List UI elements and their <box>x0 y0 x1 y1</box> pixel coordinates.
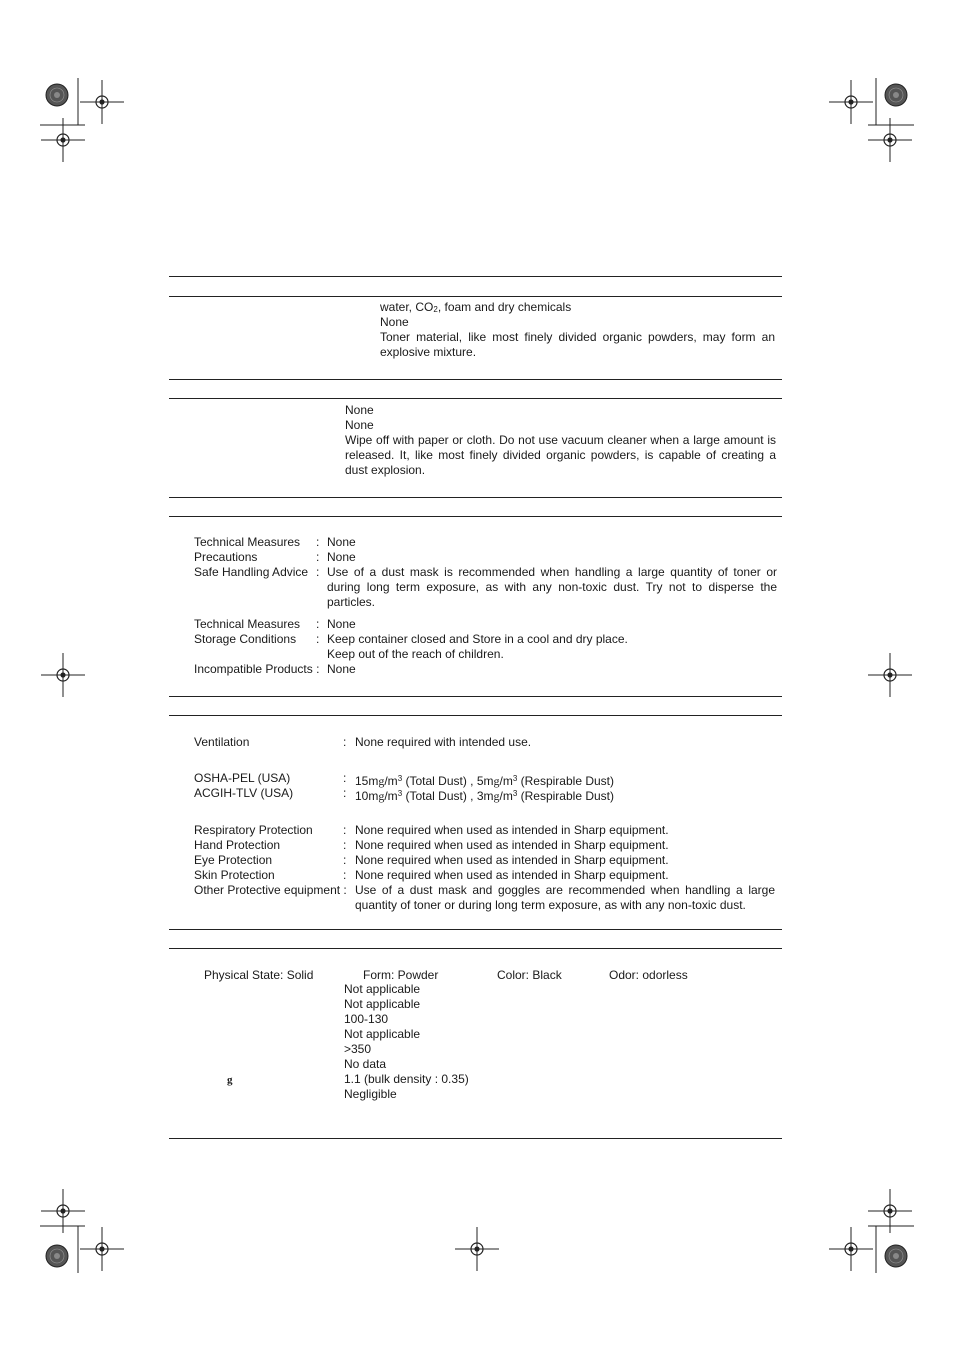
section-rule <box>169 497 782 498</box>
physical-color: Color: Black <box>497 968 562 982</box>
osha-label: OSHA-PEL (USA) <box>194 771 291 785</box>
safe-handling-value: Use of a dust mask is recommended when handling a large quantity of toner or during long term exposure, as with any non-toxic dust. Try not to disperse the particles. <box>327 565 777 609</box>
storage-tech-label: Technical Measures <box>194 617 301 631</box>
storage-conditions-label: Storage Conditions <box>194 632 297 646</box>
other-protective-label: Other Protective equipment : <box>194 883 347 897</box>
handling-tech-value: None <box>327 535 356 549</box>
precautions-colon: : <box>316 550 320 564</box>
unusual-hazards-value: Toner material, like most finely divided organic powders, may form an explosive mixture. <box>380 330 775 359</box>
storage-conditions-value-2: Keep out of the reach of children. <box>327 647 504 661</box>
storage-tech-colon: : <box>316 617 320 631</box>
physical-value: Not applicable <box>344 1027 421 1041</box>
physical-value: >350 <box>344 1042 372 1056</box>
acgih-label: ACGIH-TLV (USA) <box>194 786 294 800</box>
storage-conditions-value: Keep container closed and Store in a cool and dry place. <box>327 632 628 646</box>
handling-tech-label: Technical Measures <box>194 535 301 549</box>
physical-odor: Odor: odorless <box>609 968 688 982</box>
respiratory-value: None required when used as intended in Sharp equipment. <box>355 823 669 837</box>
skin-label: Skin Protection <box>194 868 275 882</box>
section-rule <box>169 1138 782 1139</box>
skin-colon: : <box>343 868 347 882</box>
osha-colon: : <box>343 771 347 785</box>
special-procedures-value: None <box>380 315 409 329</box>
incompatible-value: None <box>327 662 356 676</box>
eye-value: None required when used as intended in Sharp equipment. <box>355 853 669 867</box>
ventilation-colon: : <box>343 735 347 749</box>
section-rule <box>169 696 782 697</box>
section-rule <box>169 398 782 399</box>
environmental-precautions-value: None <box>345 418 374 432</box>
extinguishing-media-value: water, $CO_2$, foam and dry chemicals <box>380 300 572 314</box>
hand-value: None required when used as intended in Sharp equipment. <box>355 838 669 852</box>
physical-value: Not applicable <box>344 982 421 996</box>
eye-label: Eye Protection <box>194 853 273 867</box>
section-rule <box>169 516 782 517</box>
respiratory-colon: : <box>343 823 347 837</box>
physical-value: Negligible <box>344 1087 397 1101</box>
physical-state: Physical State: Solid <box>204 968 314 982</box>
hand-colon: : <box>343 838 347 852</box>
cleanup-methods-value: Wipe off with paper or cloth. Do not use vacuum cleaner when a large amount is released. It, like most finely divided organic powders, is capable of creating a dust explosion. <box>345 433 776 477</box>
section-rule <box>169 296 782 297</box>
handling-tech-colon: : <box>316 535 320 549</box>
physical-form: Form: Powder <box>363 968 439 982</box>
section-rule <box>169 948 782 949</box>
ventilation-value: None required with intended use. <box>355 735 532 749</box>
eye-colon: : <box>343 853 347 867</box>
physical-value: Not applicable <box>344 997 421 1011</box>
hand-label: Hand Protection <box>194 838 281 852</box>
skin-value: None required when used as intended in Sharp equipment. <box>355 868 669 882</box>
section-rule <box>169 379 782 380</box>
ventilation-label: Ventilation <box>194 735 250 749</box>
safe-handling-label: Safe Handling Advice <box>194 565 309 579</box>
acgih-colon: : <box>343 786 347 800</box>
acgih-value: $10mg/m^3$ (Total Dust) , $3mg/m^3$ (Respirable Dust) <box>355 789 614 803</box>
physical-value: 1.1 (bulk density : 0.35) <box>344 1072 469 1086</box>
section-rule <box>169 276 782 277</box>
other-protective-value: Use of a dust mask and goggles are recommended when handling a large quantity of toner or during long term exposure, as with any non-toxic dust. <box>355 883 775 912</box>
precautions-value: None <box>327 550 356 564</box>
precautions-label: Precautions <box>194 550 258 564</box>
storage-conditions-colon: : <box>316 632 320 646</box>
section-rule <box>169 715 782 716</box>
storage-tech-value: None <box>327 617 356 631</box>
physical-value: 100-130 <box>344 1012 389 1026</box>
osha-value: $15mg/m^3$ (Total Dust) , $5mg/m^3$ (Respirable Dust) <box>355 774 614 788</box>
safe-handling-colon: : <box>316 565 320 579</box>
section-rule <box>169 929 782 930</box>
respiratory-label: Respiratory Protection <box>194 823 313 837</box>
personal-precautions-value: None <box>345 403 374 417</box>
incompatible-label: Incompatible Products : <box>194 662 320 676</box>
physical-value: No data <box>344 1057 387 1071</box>
stray-glyph: g <box>227 1074 233 1086</box>
